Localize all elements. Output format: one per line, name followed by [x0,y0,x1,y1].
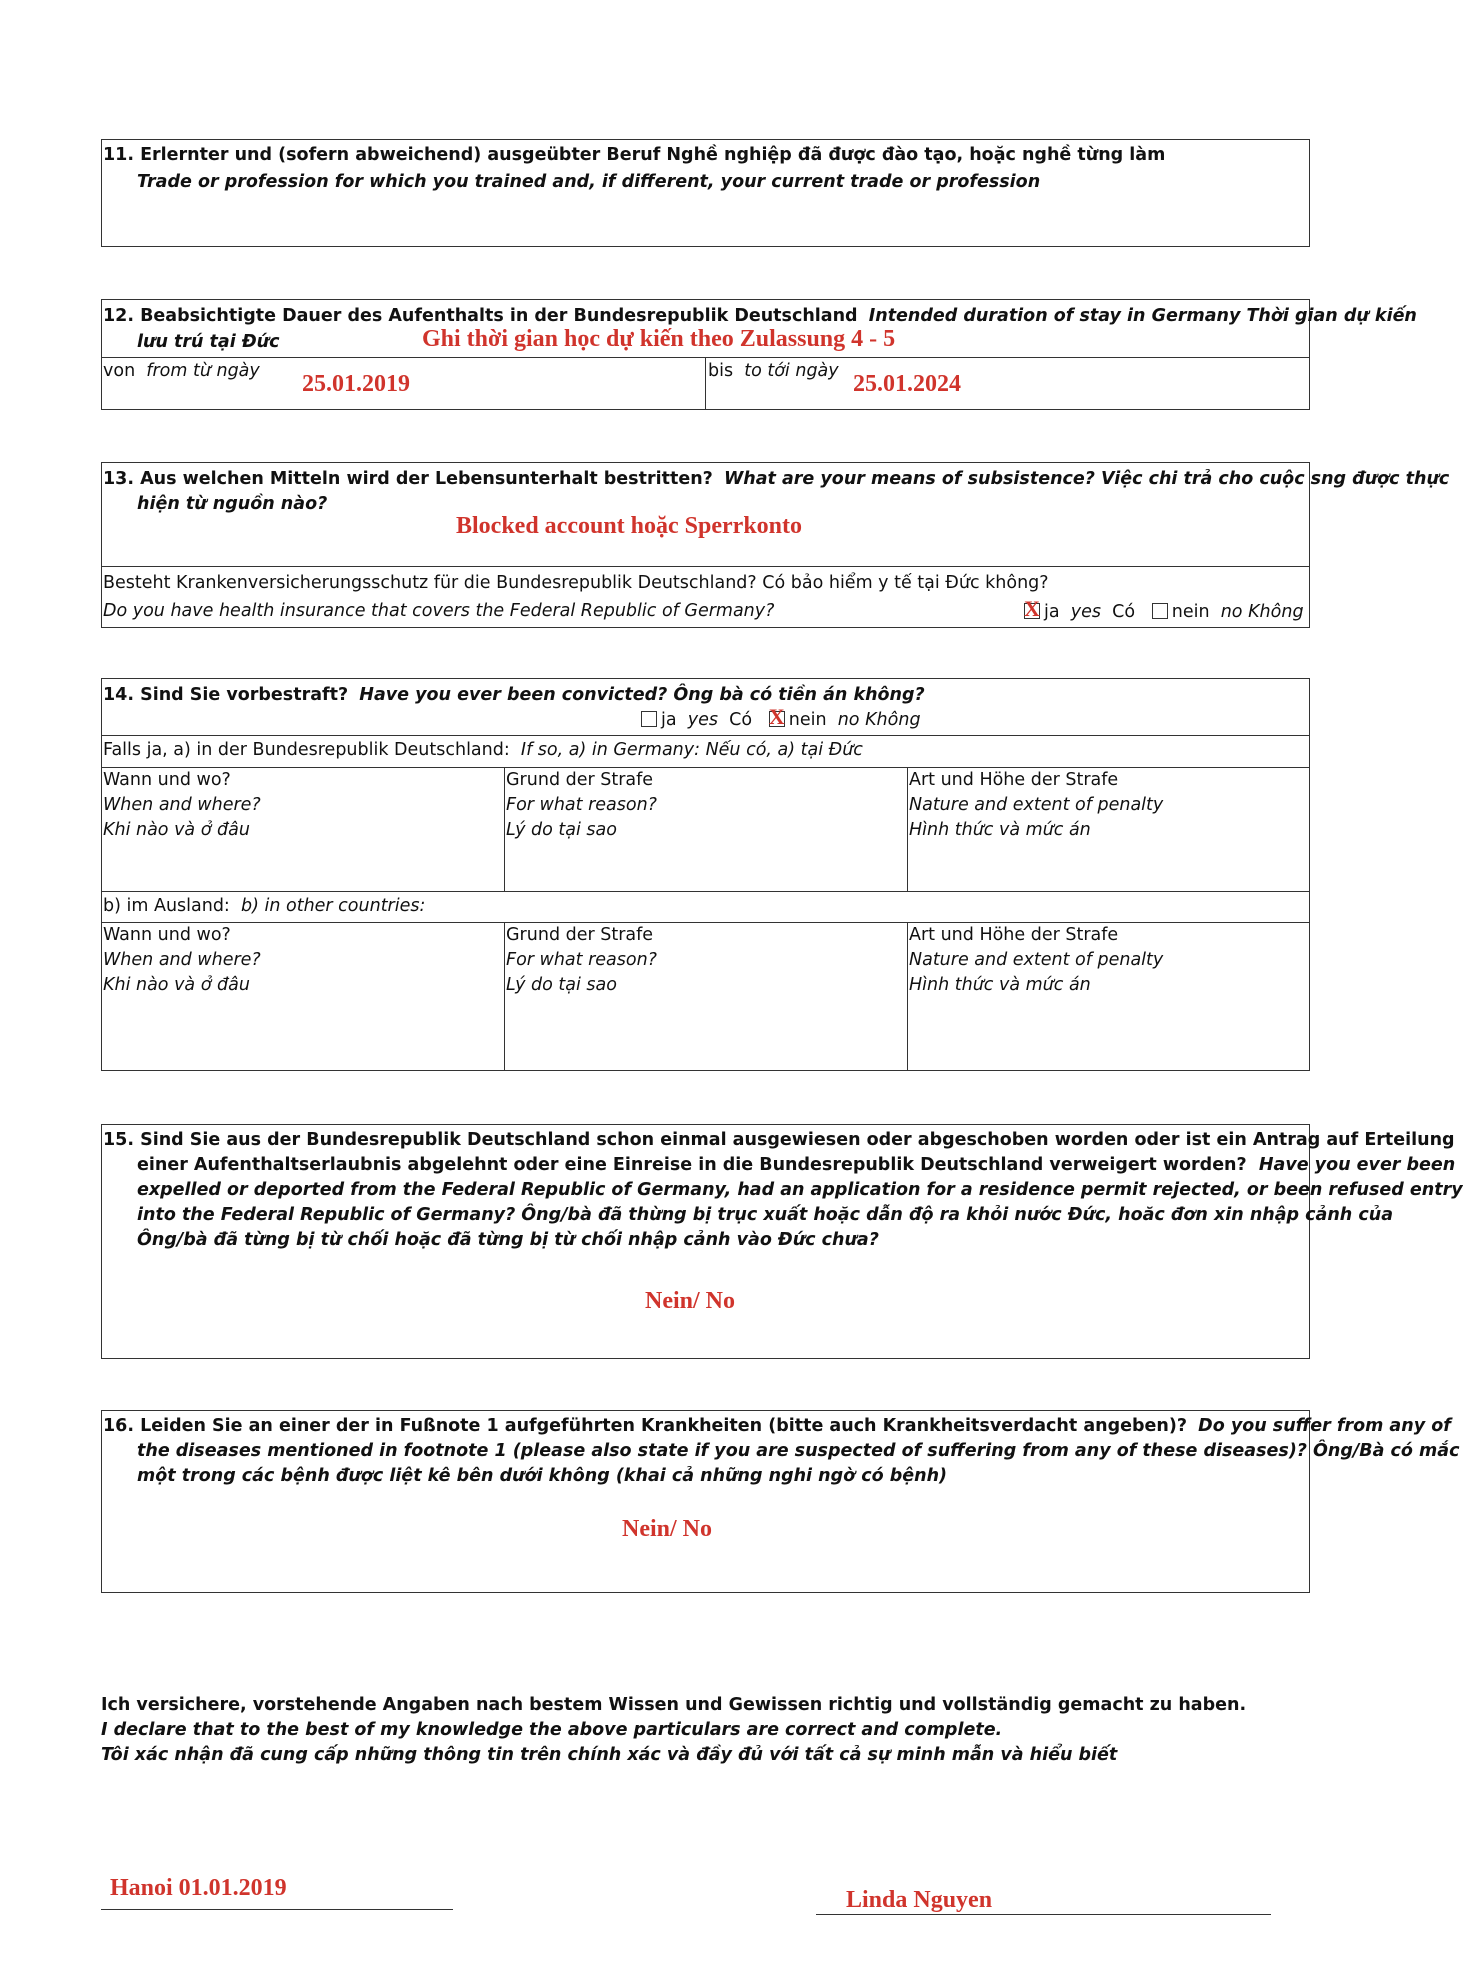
q14-b-label-de: b) im Ausland: [103,896,230,916]
q12-from-label [103,363,260,381]
q14-b-col2-en: For what reason? [506,950,657,970]
q14-b-col1 [103,923,261,998]
q12-from-label-de: von [103,361,136,381]
q12-to-value: 25.01.2024 [853,371,961,397]
q12-to-label [708,363,839,381]
q14-b-col3-de: Art und Höhe der Strafe [909,925,1119,945]
q15-line5: Ông/bà đã từng bị từ chối hoặc đã từng bị từ chối nhập cảnh vào Đức chưa? [137,1230,879,1250]
q11-title: 11. Erlernter und (sofern abweichend) ausgeübter Beruf Nghề nghiệp đã được đào tạo, hoặc nghề từng làm [103,145,1166,165]
q16-answer: Nein/ No [622,1516,712,1542]
section-13-box [101,462,1450,628]
q14-a-col2-en: For what reason? [506,795,657,815]
q14-b-col3-en: Nature and extent of penalty [909,950,1164,970]
q14-a-label [103,742,863,760]
declaration-en: I declare that to the best of my knowledge the above particulars are correct and complete. [101,1720,1003,1740]
q14-nein-checkbox[interactable] [768,704,785,729]
q13-insurance-options [1024,596,1304,622]
section-16-box [101,1410,1460,1593]
q14-a-label-de: Falls ja, a) in der Bundesrepublik Deutschland: [103,740,510,760]
q14-b-col1-de: Wann und wo? [103,925,231,945]
q14-yes-label: yes [687,710,718,730]
q14-b-label [103,898,425,916]
q13-answer: Blocked account hoặc Sperrkonto [456,513,803,539]
q12-title-vi-cont: lưu trú tại Đức [137,332,280,352]
q14-b-col3 [909,923,1163,998]
q14-title-line [103,687,925,705]
q14-title-de: 14. Sind Sie vorbestraft? [103,685,349,705]
q14-b-col1-en: When and where? [103,950,261,970]
signature-name: Linda Nguyen [846,1887,993,1913]
q14-options [641,704,921,730]
q16-line1 [103,1418,1451,1436]
q13-nein-checkbox[interactable] [1152,603,1168,619]
q14-b-col2 [506,923,657,998]
q12-to-label-en-vi: to tới ngày [744,361,839,381]
declaration-vi: Tôi xác nhận đã cung cấp những thông tin trên chính xác và đầy đủ với tất cả sự minh mẫn và hiểu biết [101,1745,1118,1765]
signature-line [816,1914,1271,1915]
q12-title-en-vi: Intended duration of stay in Germany Thời gian dự kiến [868,306,1417,326]
q14-co-label: Có [729,710,753,730]
q15-line2 [103,1157,1455,1175]
q12-from-label-en-vi: from từ ngày [146,361,260,381]
q16-line1-en: Do you suffer from any of [1198,1416,1451,1436]
q13-title-de: 13. Aus welchen Mitteln wird der Lebensunterhalt bestritten? [103,469,713,489]
q15-line2-de: einer Aufenthaltserlaubnis abgelehnt oder eine Einreise in die Bundesrepublik Deutschland verweigert worden? [137,1155,1247,1175]
q14-no-label: no Không [837,710,921,730]
section-12-box [101,299,1417,410]
q14-a-col1-de: Wann und wo? [103,770,231,790]
q12-title-de: 12. Beabsichtigte Dauer des Aufenthalts in der Bundesrepublik Deutschland [103,306,858,326]
q14-b-col2-vi: Lý do tại sao [506,975,617,995]
q14-b-col2-de: Grund der Strafe [506,925,654,945]
q12-note: Ghi thời gian học dự kiến theo Zulassung 4 - 5 [422,326,896,352]
q16-line3: một trong các bệnh được liệt kê bên dưới không (khai cả những nghi ngờ có bệnh) [137,1466,948,1486]
q16-line1-de: 16. Leiden Sie an einer der in Fußnote 1 aufgeführten Krankheiten (bitte auch Krankheitsverdacht angeben)? [103,1416,1188,1436]
q14-a-col2-de: Grund der Strafe [506,770,654,790]
q13-co-label: Có [1112,602,1136,622]
section-14-box [101,678,1310,1071]
q14-a-label-en: If so, a) in Germany: Nếu có, a) tại Đức [520,740,863,760]
q14-a-col3-en: Nature and extent of penalty [909,795,1164,815]
q13-insurance-question-en: Do you have health insurance that covers the Federal Republic of Germany? [103,601,775,621]
q15-line2-en: Have you ever been [1258,1155,1456,1175]
q14-a-col1 [103,768,261,843]
q16-line2: the diseases mentioned in footnote 1 (please also state if you are suspected of suffering from any of these diseases)? Ông/Bà có mắc [137,1441,1460,1461]
place-date-line [101,1909,453,1910]
q13-insurance-question: Besteht Krankenversicherungsschutz für die Bundesrepublik Deutschland? Có bảo hiểm y tế tại Đức không? [103,573,1049,593]
q13-nein-label: nein [1171,602,1210,622]
q14-b-col1-vi: Khi nào và ở đâu [103,975,250,995]
q14-nein-label: nein [788,710,827,730]
q15-line3: expelled or deported from the Federal Republic of Germany, had an application for a residence permit rejected, or been refused entry [137,1180,1463,1200]
q15-answer: Nein/ No [645,1288,735,1314]
q13-title-line [103,471,1449,489]
q15-line1: 15. Sind Sie aus der Bundesrepublik Deutschland schon einmal ausgewiesen oder abgeschoben worden oder ist ein Antrag auf Erteilung [103,1130,1455,1150]
q14-a-col1-en: When and where? [103,795,261,815]
q13-title-en-vi: What are your means of subsistence? Việc chi trả cho cuộc sng được thực [723,469,1450,489]
q12-to-label-de: bis [708,361,734,381]
checkbox-mark-icon: X [1024,596,1040,621]
q11-english: Trade or profession for which you trained and, if different, your current trade or profession [137,172,1041,192]
q13-yes-label: yes [1070,602,1101,622]
checkbox-mark-icon: X [768,704,785,729]
q13-ja-label: ja [1044,602,1060,622]
section-15-box [101,1124,1463,1359]
q13-ja-checkbox[interactable] [1024,596,1040,621]
q14-a-col2-vi: Lý do tại sao [506,820,617,840]
q14-b-label-en: b) in other countries: [240,896,426,916]
q12-title-line [103,308,1417,326]
q14-title-en-vi: Have you ever been convicted? Ông bà có tiền án không? [359,685,925,705]
q13-no-label: no Không [1220,602,1304,622]
q14-a-col3-vi: Hình thức và mức án [909,820,1091,840]
q14-ja-checkbox[interactable] [641,711,657,727]
signature-place-date: Hanoi 01.01.2019 [110,1875,287,1901]
q14-b-col3-vi: Hình thức và mức án [909,975,1091,995]
declaration-de: Ich versichere, vorstehende Angaben nach bestem Wissen und Gewissen richtig und vollständig gemacht zu haben. [101,1695,1247,1715]
q14-a-col1-vi: Khi nào và ở đâu [103,820,250,840]
section-11-box [101,139,1310,247]
q14-ja-label: ja [661,710,677,730]
q14-a-col3 [909,768,1163,843]
q15-line4: into the Federal Republic of Germany? Ông/bà đã thừng bị trục xuất hoặc dẫn độ ra khỏi nước Đức, hoăc đơn xin nhập cảnh của [137,1205,1394,1225]
q13-title-vi-cont: hiện từ nguồn nào? [137,494,328,514]
q12-from-value: 25.01.2019 [302,371,410,397]
q14-a-col2 [506,768,657,843]
q14-a-col3-de: Art und Höhe der Strafe [909,770,1119,790]
